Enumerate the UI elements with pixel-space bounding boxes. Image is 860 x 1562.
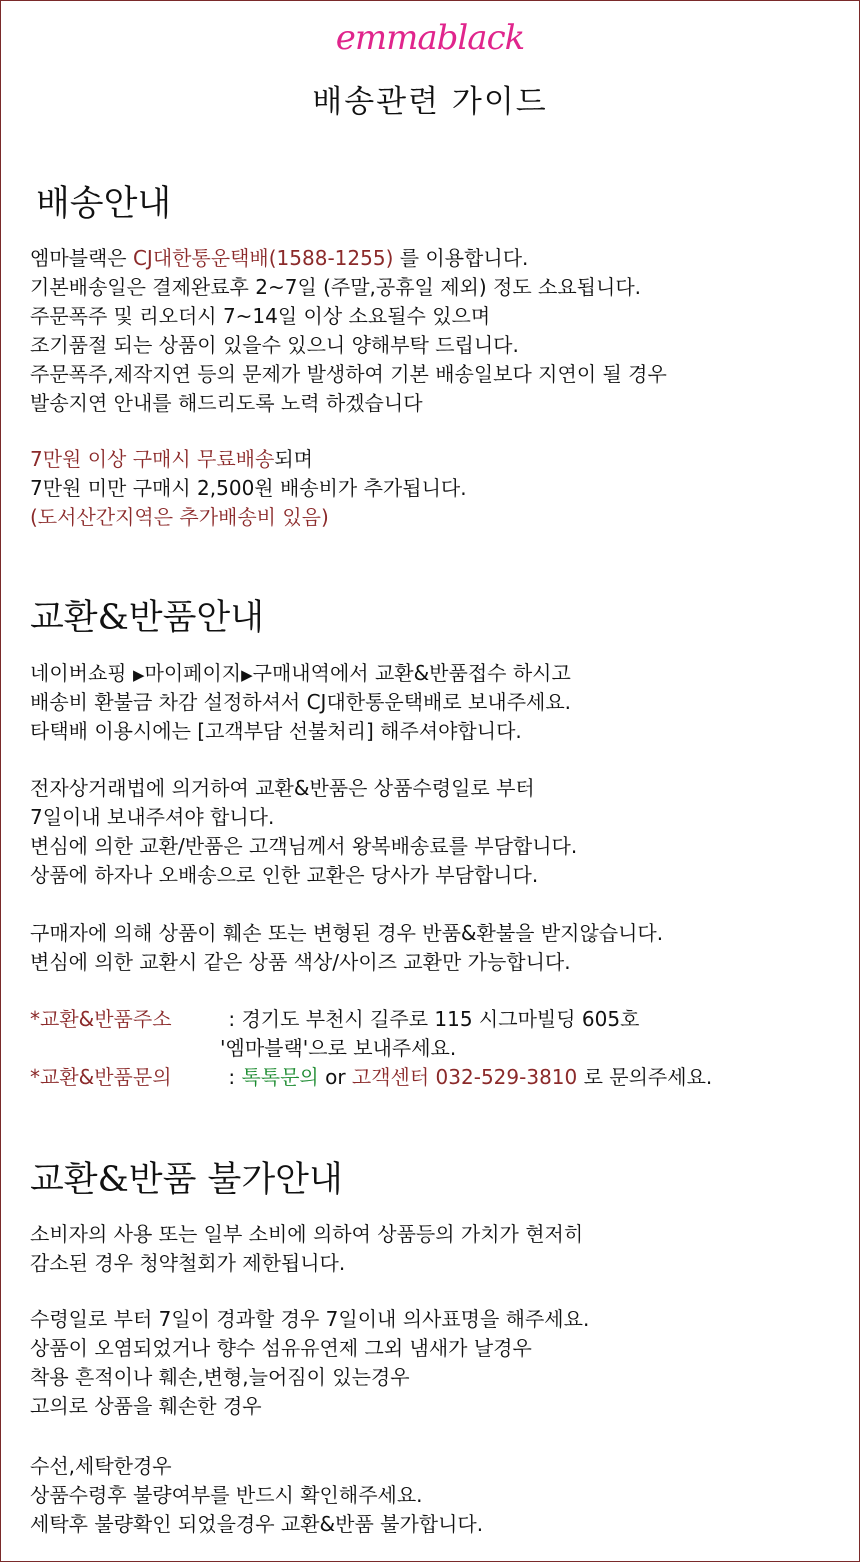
no-exchange-line-2: 감소된 경우 청약철회가 제한됩니다. — [30, 1251, 346, 1275]
shipping-line-1 — [30, 244, 667, 273]
inquiry-line — [30, 1063, 712, 1092]
no-exchange-line-5: 착용 흔적이나 훼손,변형,늘어짐이 있는경우 — [30, 1365, 410, 1389]
exchange-policy-block — [30, 774, 577, 890]
exchange-line-3: 타택배 이용시에는 [고객부담 선불처리] 해주셔야합니다. — [30, 719, 522, 743]
brand-logo: emmablack — [335, 18, 525, 58]
exchange-line-8: 구매자에 의해 상품이 훼손 또는 변형된 경우 반품&환불을 받지않습니다. — [30, 921, 664, 945]
exchange-section-title: 교환&반품안내 — [30, 598, 265, 638]
shipping-fee-block — [30, 445, 467, 532]
no-exchange-section-title: 교환&반품 불가안내 — [30, 1160, 343, 1200]
no-exchange-block-3 — [30, 1452, 483, 1539]
talktalk-inquiry-link[interactable]: 톡톡문의 — [241, 1065, 319, 1089]
shipping-section-title: 배송안내 — [36, 184, 172, 224]
exchange-line-2: 배송비 환불금 차감 설정하셔서 CJ대한통운택배로 보내주세요. — [30, 690, 572, 714]
return-address-label: *교환&반품주소 — [30, 1007, 172, 1031]
exchange-contact-block — [30, 1005, 712, 1092]
no-exchange-block-2 — [30, 1305, 589, 1421]
no-exchange-line-7: 수선,세탁한경우 — [30, 1454, 172, 1478]
shipping-line-5: 주문폭주,제작지연 등의 문제가 발생하여 기본 배송일보다 지연이 될 경우 — [30, 362, 667, 386]
exchange-line-9: 변심에 의한 교환시 같은 상품 색상/사이즈 교환만 가능합니다. — [30, 950, 571, 974]
shipping-text: 를 이용합니다. — [393, 246, 529, 270]
arrow-right-icon: ▶ — [132, 666, 145, 684]
shipping-line-3: 주문폭주 및 리오더시 7~14일 이상 소요될수 있으며 — [30, 304, 491, 328]
or-text: or — [318, 1065, 352, 1089]
page-title: 배송관련 가이드 — [312, 84, 548, 120]
exchange-line-5: 7일이내 보내주셔야 합니다. — [30, 805, 275, 829]
free-shipping-text: 7만원 이상 구매시 무료배송 — [30, 447, 275, 471]
shipping-info-block — [30, 244, 667, 418]
shipping-fee-line: 7만원 미만 구매시 2,500원 배송비가 추가됩니다. — [30, 476, 467, 500]
customer-center-phone[interactable]: 고객센터 032-529-3810 — [351, 1065, 578, 1089]
separator: : — [222, 1065, 242, 1089]
shipping-text: 되며 — [274, 447, 313, 471]
remote-area-note: (도서산간지역은 추가배송비 있음) — [30, 505, 329, 529]
shipping-text: 엠마블랙은 — [30, 246, 133, 270]
exchange-line-6: 변심에 의한 교환/반품은 고객님께서 왕복배송료를 부담합니다. — [30, 834, 578, 858]
inquiry-label: *교환&반품문의 — [30, 1065, 172, 1089]
return-address-line — [30, 1005, 712, 1034]
exchange-restriction-block — [30, 919, 663, 977]
separator: : — [222, 1007, 242, 1031]
no-exchange-block-1 — [30, 1220, 583, 1278]
no-exchange-line-1: 소비자의 사용 또는 일부 소비에 의하여 상품등의 가치가 현저히 — [30, 1222, 584, 1246]
free-shipping-line — [30, 445, 467, 474]
return-address-line-2: '엠마블랙'으로 보내주세요. — [220, 1036, 457, 1060]
arrow-right-icon: ▶ — [241, 666, 253, 684]
no-exchange-line-3: 수령일로 부터 7일이 경과할 경우 7일이내 의사표명을 해주세요. — [30, 1307, 590, 1331]
exchange-text: 구매내역에서 교환&반품접수 하시고 — [252, 661, 571, 685]
exchange-line-1 — [30, 659, 571, 688]
no-exchange-line-6: 고의로 상품을 훼손한 경우 — [30, 1394, 262, 1418]
return-address: 경기도 부천시 길주로 115 시그마빌딩 605호 — [241, 1007, 640, 1031]
courier-name: CJ대한통운택배(1588-1255) — [132, 246, 394, 270]
exchange-line-7: 상품에 하자나 오배송으로 인한 교환은 당사가 부담합니다. — [30, 863, 539, 887]
inquiry-text: 로 문의주세요. — [577, 1065, 713, 1089]
shipping-line-2: 기본배송일은 결제완료후 2~7일 (주말,공휴일 제외) 정도 소요됩니다. — [30, 275, 641, 299]
no-exchange-line-9: 세탁후 불량확인 되었을경우 교환&반품 불가합니다. — [30, 1512, 484, 1536]
no-exchange-line-8: 상품수령후 불량여부를 반드시 확인해주세요. — [30, 1483, 423, 1507]
exchange-text: 마이페이지 — [144, 661, 242, 685]
shipping-line-4: 조기품절 되는 상품이 있을수 있으니 양해부탁 드립니다. — [30, 333, 519, 357]
shipping-line-6: 발송지연 안내를 해드리도록 노력 하겠습니다 — [30, 391, 423, 415]
exchange-procedure-block — [30, 659, 571, 746]
exchange-line-4: 전자상거래법에 의거하여 교환&반품은 상품수령일로 부터 — [30, 776, 535, 800]
exchange-text: 네이버쇼핑 — [30, 661, 133, 685]
no-exchange-line-4: 상품이 오염되었거나 향수 섬유유연제 그외 냄새가 날경우 — [30, 1336, 532, 1360]
